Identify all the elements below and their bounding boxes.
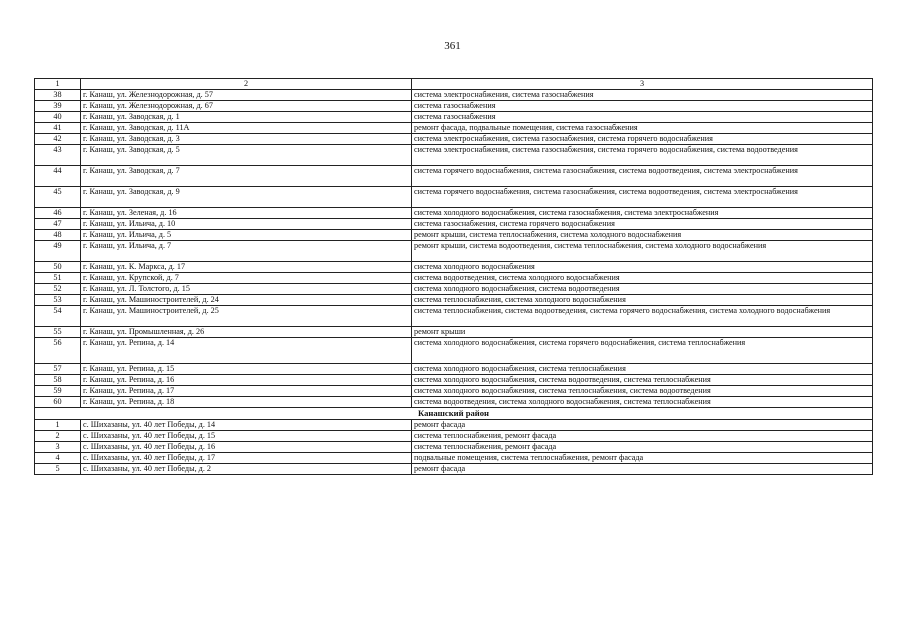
row-address: с. Шихазаны, ул. 40 лет Победы, д. 16 bbox=[81, 442, 412, 453]
table-row bbox=[35, 284, 873, 295]
row-number: 55 bbox=[35, 327, 81, 338]
table-body bbox=[35, 90, 873, 475]
section-row bbox=[35, 408, 873, 420]
table-row bbox=[35, 420, 873, 431]
table-row bbox=[35, 241, 873, 262]
table-row bbox=[35, 273, 873, 284]
table-row bbox=[35, 442, 873, 453]
row-works: система холодного водоснабжения, система водоотведения bbox=[412, 284, 873, 295]
row-address: г. Канаш, ул. Ильича, д. 10 bbox=[81, 219, 412, 230]
row-works: ремонт крыши bbox=[412, 327, 873, 338]
row-number: 46 bbox=[35, 208, 81, 219]
table-row bbox=[35, 375, 873, 386]
row-address: г. Канаш, ул. Репина, д. 17 bbox=[81, 386, 412, 397]
row-number: 50 bbox=[35, 262, 81, 273]
row-address: г. Канаш, ул. Машиностроителей, д. 25 bbox=[81, 306, 412, 327]
row-works: подвальные помещения, система теплоснабжения, ремонт фасада bbox=[412, 453, 873, 464]
row-address: с. Шихазаны, ул. 40 лет Победы, д. 15 bbox=[81, 431, 412, 442]
row-works: ремонт фасада, подвальные помещения, система газоснабжения bbox=[412, 123, 873, 134]
row-works: ремонт крыши, система водоотведения, система теплоснабжения, система холодного водоснабжения bbox=[412, 241, 873, 262]
row-works: система газоснабжения bbox=[412, 101, 873, 112]
row-works: система электроснабжения, система газоснабжения bbox=[412, 90, 873, 101]
row-address: г. Канаш, ул. Ильича, д. 7 bbox=[81, 241, 412, 262]
row-address: г. Канаш, ул. Репина, д. 16 bbox=[81, 375, 412, 386]
page-number: 361 bbox=[444, 40, 461, 52]
row-works: ремонт фасада bbox=[412, 464, 873, 475]
row-address: г. Канаш, ул. Заводская, д. 11А bbox=[81, 123, 412, 134]
row-number: 57 bbox=[35, 364, 81, 375]
row-works: система горячего водоснабжения, система газоснабжения, система водоотведения, система электроснабжения bbox=[412, 166, 873, 187]
row-number: 59 bbox=[35, 386, 81, 397]
row-number: 48 bbox=[35, 230, 81, 241]
table-row bbox=[35, 219, 873, 230]
buildings-table bbox=[34, 78, 873, 475]
row-number: 53 bbox=[35, 295, 81, 306]
row-number: 41 bbox=[35, 123, 81, 134]
row-works: система электроснабжения, система газоснабжения, система горячего водоснабжения, система водоотведения bbox=[412, 145, 873, 166]
row-works: система теплоснабжения, ремонт фасада bbox=[412, 431, 873, 442]
table-row bbox=[35, 123, 873, 134]
row-works: система холодного водоснабжения, система теплоснабжения, система водоотведения bbox=[412, 386, 873, 397]
row-number: 42 bbox=[35, 134, 81, 145]
row-works: система газоснабжения, система горячего водоснабжения bbox=[412, 219, 873, 230]
row-address: г. Канаш, ул. Железнодорожная, д. 67 bbox=[81, 101, 412, 112]
row-address: г. Канаш, ул. Зеленая, д. 16 bbox=[81, 208, 412, 219]
table-row bbox=[35, 187, 873, 208]
row-works: ремонт фасада bbox=[412, 420, 873, 431]
table-row bbox=[35, 166, 873, 187]
row-number: 52 bbox=[35, 284, 81, 295]
row-number: 40 bbox=[35, 112, 81, 123]
row-address: г. Канаш, ул. Репина, д. 15 bbox=[81, 364, 412, 375]
row-works: ремонт крыши, система теплоснабжения, система холодного водоснабжения bbox=[412, 230, 873, 241]
row-number: 45 bbox=[35, 187, 81, 208]
row-number: 58 bbox=[35, 375, 81, 386]
row-address: г. Канаш, ул. Железнодорожная, д. 57 bbox=[81, 90, 412, 101]
row-address: с. Шихазаны, ул. 40 лет Победы, д. 14 bbox=[81, 420, 412, 431]
row-works: система электроснабжения, система газоснабжения, система горячего водоснабжения bbox=[412, 134, 873, 145]
table-row bbox=[35, 145, 873, 166]
row-address: г. Канаш, ул. Ильича, д. 5 bbox=[81, 230, 412, 241]
row-address: г. Канаш, ул. Заводская, д. 3 bbox=[81, 134, 412, 145]
row-address: с. Шихазаны, ул. 40 лет Победы, д. 2 bbox=[81, 464, 412, 475]
table-row bbox=[35, 306, 873, 327]
row-number: 43 bbox=[35, 145, 81, 166]
row-works: система горячего водоснабжения, система газоснабжения, система водоотведения, система электроснабжения bbox=[412, 187, 873, 208]
row-works: система теплоснабжения, ремонт фасада bbox=[412, 442, 873, 453]
row-works: система водоотведения, система холодного водоснабжения bbox=[412, 273, 873, 284]
row-address: г. Канаш, ул. Заводская, д. 7 bbox=[81, 166, 412, 187]
row-works: система холодного водоснабжения, система теплоснабжения bbox=[412, 364, 873, 375]
table-row bbox=[35, 208, 873, 219]
row-number: 47 bbox=[35, 219, 81, 230]
row-works: система холодного водоснабжения, система водоотведения, система теплоснабжения bbox=[412, 375, 873, 386]
row-works: система теплоснабжения, система водоотведения, система горячего водоснабжения, система холодного водоснабжения bbox=[412, 306, 873, 327]
table-row bbox=[35, 327, 873, 338]
row-address: г. Канаш, ул. Репина, д. 18 bbox=[81, 397, 412, 408]
row-number: 49 bbox=[35, 241, 81, 262]
row-number: 60 bbox=[35, 397, 81, 408]
row-number: 54 bbox=[35, 306, 81, 327]
row-address: г. Канаш, ул. Репина, д. 14 bbox=[81, 338, 412, 364]
row-number: 1 bbox=[35, 420, 81, 431]
table-row bbox=[35, 364, 873, 375]
row-number: 44 bbox=[35, 166, 81, 187]
row-works: система холодного водоснабжения bbox=[412, 262, 873, 273]
table-row bbox=[35, 262, 873, 273]
row-number: 39 bbox=[35, 101, 81, 112]
row-address: г. Канаш, ул. Крупской, д. 7 bbox=[81, 273, 412, 284]
table-row bbox=[35, 295, 873, 306]
row-works: система газоснабжения bbox=[412, 112, 873, 123]
table-header-row bbox=[35, 79, 873, 90]
table-row bbox=[35, 431, 873, 442]
table-row bbox=[35, 464, 873, 475]
table-row bbox=[35, 230, 873, 241]
table-row bbox=[35, 338, 873, 364]
row-address: г. Канаш, ул. Промышленная, д. 26 bbox=[81, 327, 412, 338]
row-works: система холодного водоснабжения, система газоснабжения, система электроснабжения bbox=[412, 208, 873, 219]
column-header-works: 3 bbox=[412, 79, 873, 90]
row-address: г. Канаш, ул. Заводская, д. 5 bbox=[81, 145, 412, 166]
row-number: 38 bbox=[35, 90, 81, 101]
row-address: г. Канаш, ул. К. Маркса, д. 17 bbox=[81, 262, 412, 273]
row-address: г. Канаш, ул. Л. Толстого, д. 15 bbox=[81, 284, 412, 295]
row-works: система теплоснабжения, система холодного водоснабжения bbox=[412, 295, 873, 306]
table-row bbox=[35, 101, 873, 112]
row-address: с. Шихазаны, ул. 40 лет Победы, д. 17 bbox=[81, 453, 412, 464]
row-address: г. Канаш, ул. Заводская, д. 9 bbox=[81, 187, 412, 208]
row-number: 3 bbox=[35, 442, 81, 453]
row-number: 56 bbox=[35, 338, 81, 364]
row-number: 51 bbox=[35, 273, 81, 284]
table-row bbox=[35, 453, 873, 464]
column-header-number: 1 bbox=[35, 79, 81, 90]
row-number: 5 bbox=[35, 464, 81, 475]
table-row bbox=[35, 90, 873, 101]
table-row bbox=[35, 134, 873, 145]
row-number: 2 bbox=[35, 431, 81, 442]
row-number: 4 bbox=[35, 453, 81, 464]
column-header-address: 2 bbox=[81, 79, 412, 90]
table-row bbox=[35, 112, 873, 123]
row-works: система холодного водоснабжения, система горячего водоснабжения, система теплоснабжения bbox=[412, 338, 873, 364]
table-row bbox=[35, 386, 873, 397]
row-address: г. Канаш, ул. Машиностроителей, д. 24 bbox=[81, 295, 412, 306]
row-address: г. Канаш, ул. Заводская, д. 1 bbox=[81, 112, 412, 123]
section-title: Канашский район bbox=[35, 408, 873, 420]
row-works: система водоотведения, система холодного водоснабжения, система теплоснабжения bbox=[412, 397, 873, 408]
table-row bbox=[35, 397, 873, 408]
